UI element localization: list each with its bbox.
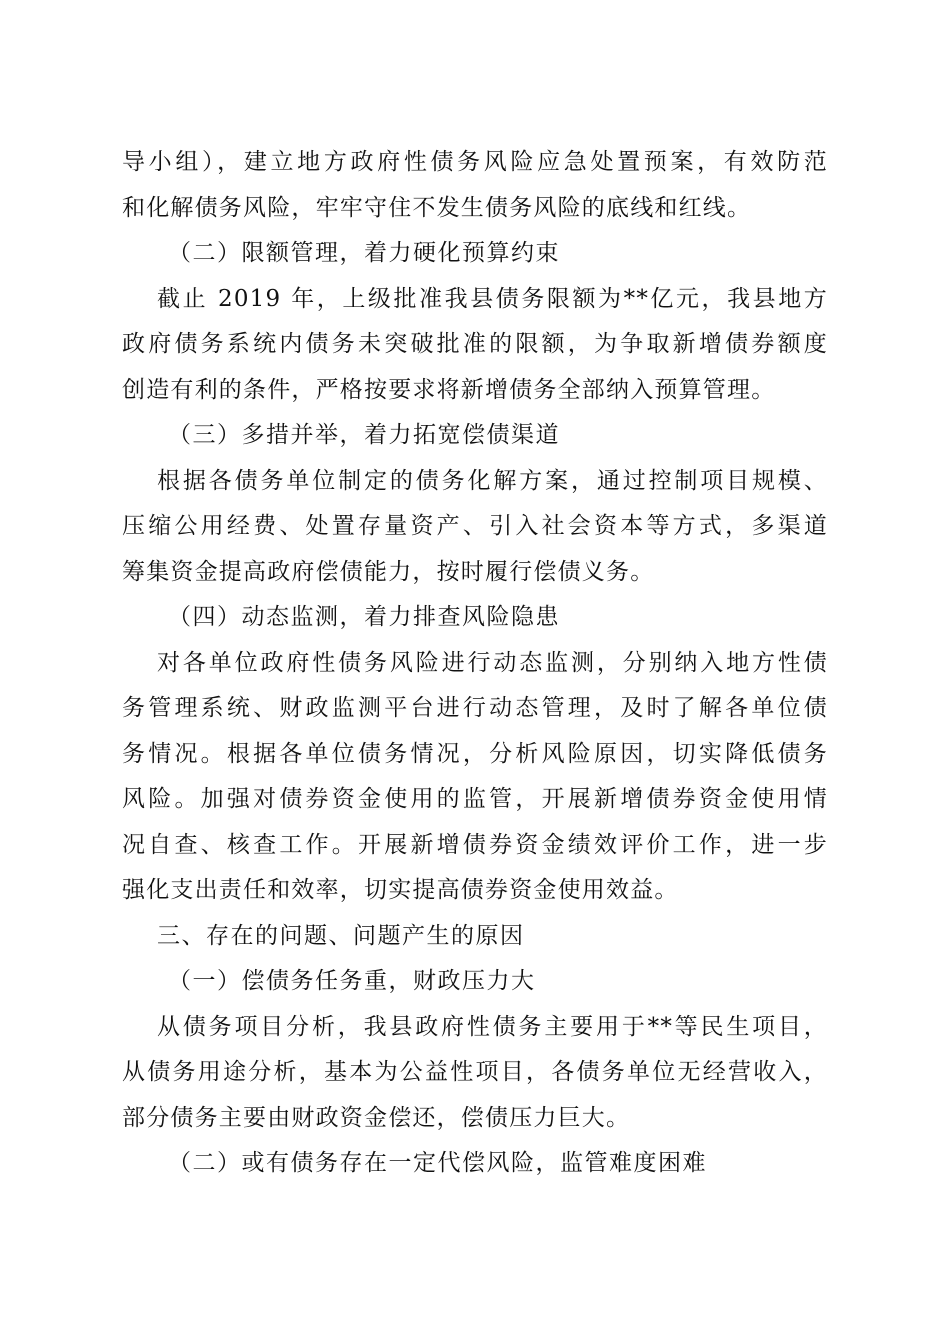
- section-heading: （三）多措并举，着力拓宽偿债渠道: [168, 422, 560, 448]
- paragraph-line: 从债务用途分析，基本为公益性项目，各债务单位无经营收入，: [122, 1059, 828, 1085]
- paragraph-line: 压缩公用经费、处置存量资产、引入社会资本等方式，多渠道: [122, 513, 828, 539]
- paragraph-line: 对各单位政府性债务风险进行动态监测，分别纳入地方性债: [157, 649, 828, 676]
- section-heading: （四）动态监测，着力排查风险隐患: [168, 604, 560, 630]
- paragraph-line: 导小组），建立地方政府性债务风险应急处置预案，有效防范: [122, 149, 828, 175]
- document-body: [122, 140, 828, 1187]
- paragraph-line: 政府债务系统内债务未突破批准的限额，为争取新增债券额度: [122, 331, 828, 357]
- paragraph-line: 强化支出责任和效率，切实提高债券资金使用效益。: [122, 877, 679, 903]
- section-heading: （二）限额管理，着力硬化预算约束: [168, 240, 560, 266]
- paragraph-line: 创造有利的条件，严格按要求将新增债务全部纳入预算管理。: [122, 376, 776, 403]
- paragraph-line: 和化解债务风险，牢牢守住不发生债务风险的底线和红线。: [122, 194, 752, 221]
- paragraph-line: 务管理系统、财政监测平台进行动态管理，及时了解各单位债: [122, 695, 828, 721]
- section-heading: （二）或有债务存在一定代偿风险，监管难度困难: [168, 1150, 707, 1176]
- paragraph-line: 风险。加强对债券资金使用的监管，开展新增债券资金使用情: [122, 786, 828, 812]
- paragraph-line: 根据各债务单位制定的债务化解方案，通过控制项目规模、: [157, 467, 828, 494]
- chapter-heading: 三、存在的问题、问题产生的原因: [157, 922, 525, 949]
- paragraph-line: 截止 2019 年，上级批准我县债务限额为**亿元，我县地方: [157, 285, 828, 312]
- paragraph-line: 部分债务主要由财政资金偿还，偿债压力巨大。: [122, 1104, 631, 1131]
- paragraph-line: 务情况。根据各单位债务情况，分析风险原因，切实降低债务: [122, 740, 828, 767]
- paragraph-line: 况自查、核查工作。开展新增债券资金绩效评价工作，进一步: [122, 831, 828, 858]
- paragraph-line: 从债务项目分析，我县政府性债务主要用于**等民生项目，: [157, 1013, 828, 1040]
- section-heading: （一）偿债务任务重，财政压力大: [168, 968, 536, 994]
- paragraph-line: 筹集资金提高政府偿债能力，按时履行偿债义务。: [122, 558, 655, 585]
